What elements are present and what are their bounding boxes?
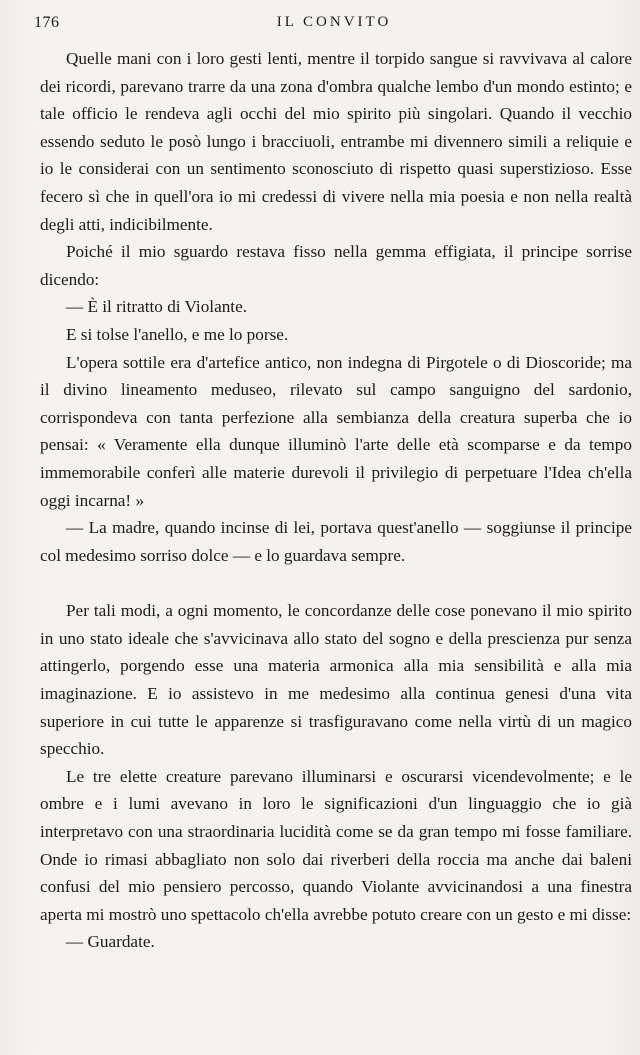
dialogue-line: — La madre, quando incinse di lei, portava quest'anello — soggiunse il principe col medesimo sorriso dolce — e lo guardava sempre.: [40, 518, 632, 565]
dialogue-line: — Guardate.: [66, 932, 155, 952]
running-title: IL CONVITO: [276, 14, 392, 30]
paragraph: Poiché il mio sguardo restava fisso nella gemma effigiata, il principe sorrise dicendo:: [40, 242, 632, 289]
section-break: [40, 569, 632, 597]
page-header: [34, 14, 634, 38]
body-text: [40, 45, 632, 956]
paragraph: Per tali modi, a ogni momento, le concordanze delle cose ponevano il mio spirito in uno stato ideale che s'avvicinava allo stato del sogno e della prescienza pur senza attingerlo, porgendo esse una materia armonica alla mia sensibilità e alla mia imaginazione. E io assistevo in me medesimo alla continua genesi d'una vita superiore in cui tutte le apparenze si trasfiguravano come nella virtù di un magico specchio.: [40, 601, 632, 759]
paragraph: E si tolse l'anello, e me lo porse.: [66, 324, 289, 344]
paragraph: Le tre elette creature parevano illuminarsi e oscurarsi vicendevolmente; e le ombre e i lumi avevano in loro le significazioni d'un linguaggio che io già interpretavo con una straordinaria lucidità come se da gran tempo mi fosse familiare. Onde io rimasi abbagliato non solo dai riverberi della roccia ma anche dai baleni confusi del mio pensiero percosso, quando Violante avvicinandosi a una finestra aperta mi mostrò uno spettacolo ch'ella avrebbe potuto creare con un gesto e mi disse:: [40, 766, 632, 924]
dialogue-line: — È il ritratto di Violante.: [66, 297, 247, 317]
paragraph: L'opera sottile era d'artefice antico, non indegna di Pirgotele o di Dioscoride; ma il divino lineamento meduseo, rilevato sul campo sanguigno del sardonio, corrispondeva con tanta perfezione alla sembianza della creatura superba che io pensai: « Veramente ella dunque illuminò l'arte delle età scomparse e da tempo immemorabile conferì alle materie durevoli il privilegio di perpetuare l'Idea ch'ella oggi incarna! »: [40, 352, 632, 510]
page-number: 176: [34, 14, 60, 31]
paragraph: Quelle mani con i loro gesti lenti, mentre il torpido sangue si ravvivava al calore dei ricordi, parevano trarre da una zona d'ombra qualche lembo d'un mondo estinto; e tale officio le rendeva agli occhi del mio spirito più singolari. Quando il vecchio essendo seduto le posò lungo i bracciuoli, entrambe mi divennero simili a reliquie e io le considerai con un sentimento sconosciuto di rispetto quasi superstizioso. Esse fecero sì che in quell'ora io mi credessi di vivere nella mia poesia e non nella realtà degli atti, indicibilmente.: [40, 49, 632, 234]
